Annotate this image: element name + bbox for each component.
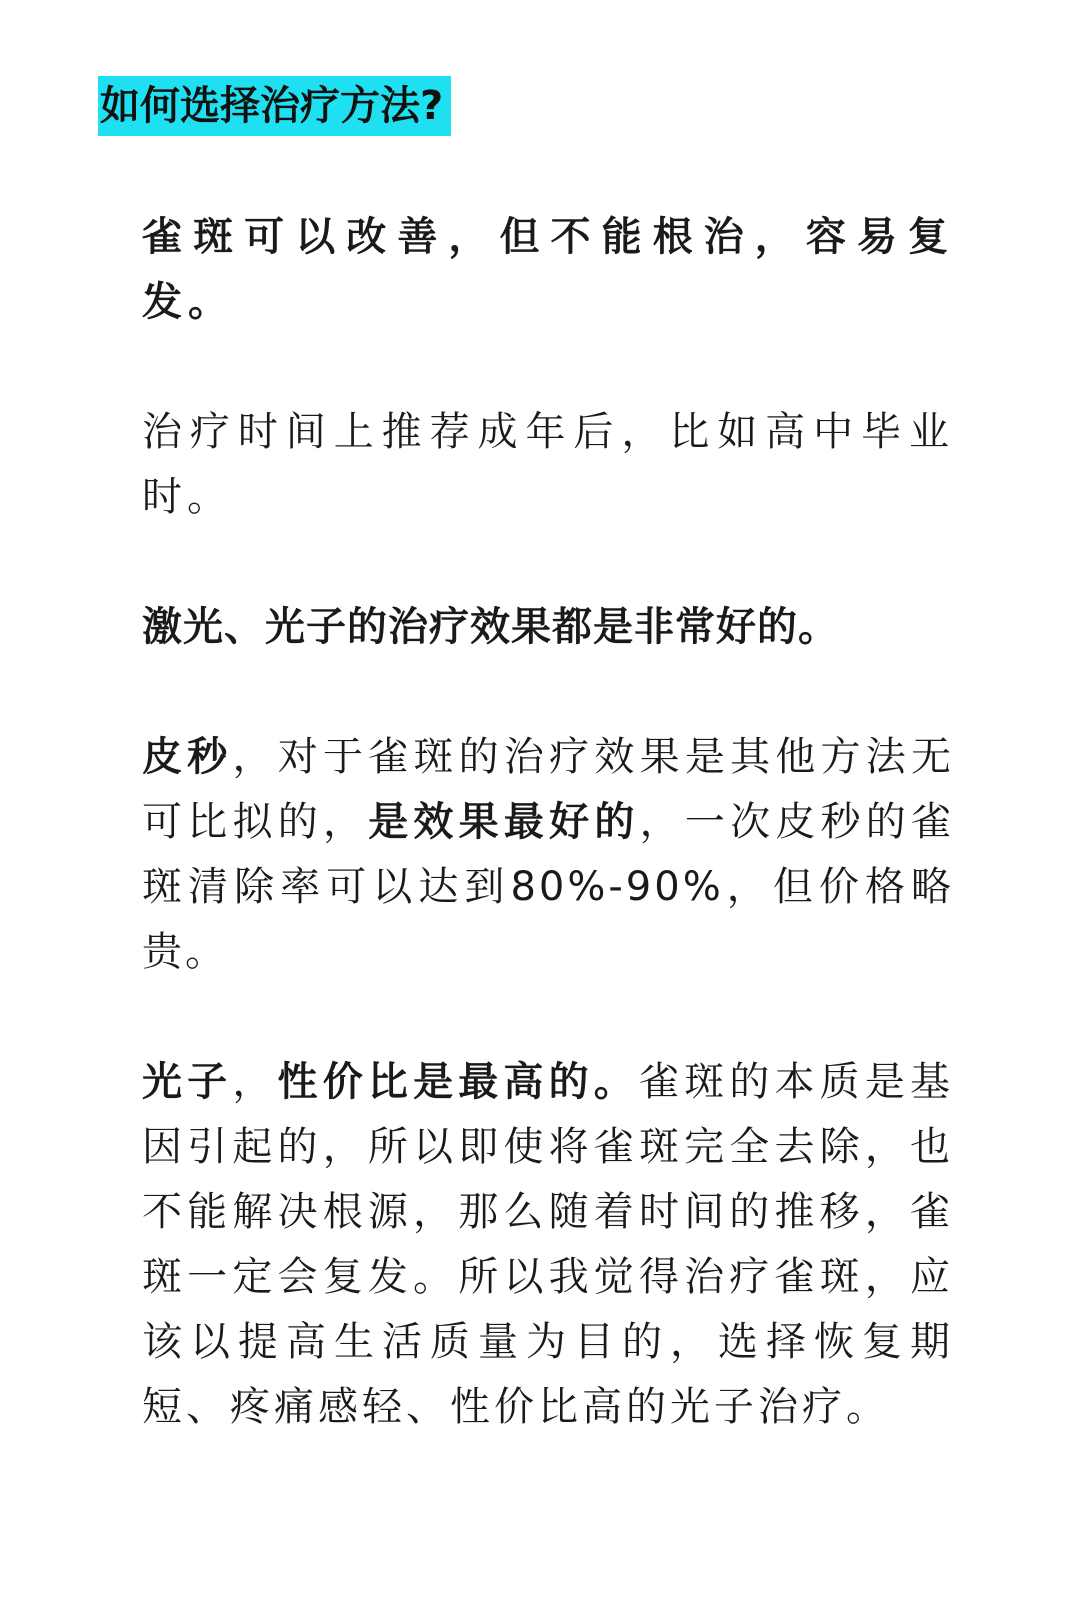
page-title: 如何选择治疗方法?: [98, 76, 451, 136]
ipl-label: 光子: [142, 1059, 233, 1105]
treatment-timing-text: 治疗时间上推荐成年后，比如高中毕业时。: [142, 409, 954, 520]
picosecond-text-1: ，对于雀斑的治疗效果是其他方法无可比拟的，: [142, 734, 955, 845]
ipl-highlight: 性价比是最高的。: [277, 1059, 639, 1105]
paragraph-laser-ipl: [142, 595, 954, 660]
laser-ipl-statement: 激光、光子的治疗效果都是非常好的。: [142, 604, 839, 650]
paragraph-freckle-cure: [142, 205, 954, 335]
paragraph-picosecond: [142, 725, 954, 985]
picosecond-label: 皮秒: [142, 734, 233, 780]
picosecond-highlight: 是效果最好的: [368, 799, 640, 845]
ipl-comma: ，: [232, 1059, 278, 1105]
picosecond-text-2: ，一次皮秒的雀斑清除率可以达到80%-90%，但价格略贵。: [142, 799, 955, 975]
ipl-text: 雀斑的本质是基因引起的，所以即使将雀斑完全去除，也不能解决根源，那么随着时间的推移，雀斑一定会复发。所以我觉得治疗雀斑，应该以提高生活质量为目的，选择恢复期短、疼痛感轻、性价比高的光子治疗。: [142, 1059, 955, 1430]
paragraph-ipl: [142, 1050, 954, 1440]
freckle-cure-statement: 雀斑可以改善，但不能根治，容易复发。: [142, 214, 954, 325]
paragraph-treatment-timing: [142, 400, 954, 530]
